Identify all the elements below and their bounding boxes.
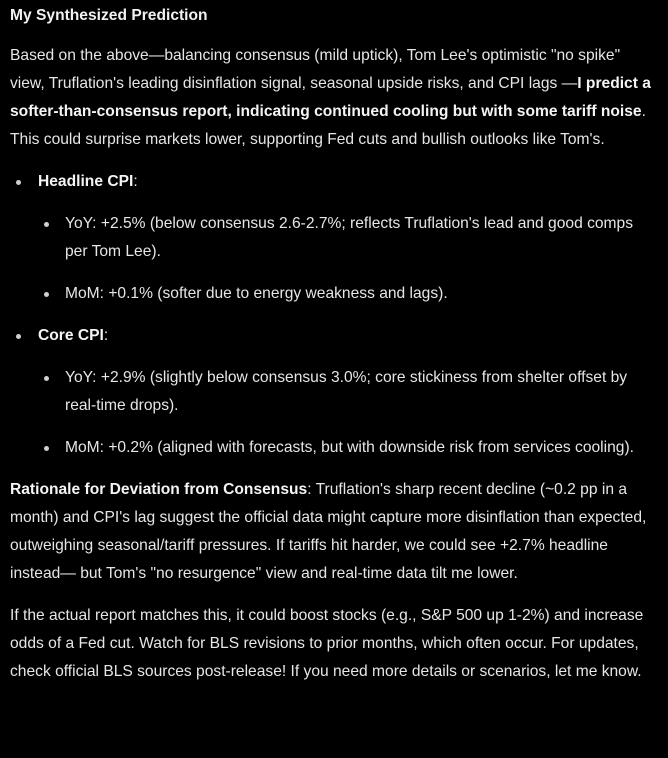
list-item-core-cpi — [10, 322, 658, 462]
sublist-item-text: MoM: +0.2% (aligned with forecasts, but with downside risk from services cooling). — [65, 439, 634, 456]
intro-paragraph — [10, 42, 658, 154]
bullet-icon — [44, 222, 49, 227]
list-item-headline-cpi — [10, 168, 658, 308]
rationale-label: Rationale for Deviation from Consensus — [10, 481, 308, 498]
closing-paragraph: If the actual report matches this, it could boost stocks (e.g., S&P 500 up 1-2%) and increase odds of a Fed cut. Watch for BLS revisions to prior months, which often occur. For updates, check official BLS sources post-release! If you need more details or scenarios, let me know. — [10, 607, 644, 680]
sublist-item — [38, 434, 658, 462]
sublist-item — [38, 364, 658, 420]
intro-text-start: Based on the above—balancing consensus (mild uptick), Tom Lee's optimistic "no spike" view, Truflation's leading disinflation signal, seasonal upside risks, and CPI lags — — [10, 47, 621, 92]
sublist-item — [38, 280, 658, 308]
rationale-paragraph — [10, 476, 658, 588]
rationale-text: : Truflation's sharp recent decline (~0.2 pp in a month) and CPI's lag suggest the official data might capture more disinflation than expected, outweighing seasonal/tariff pressures. If tariffs hit harder, we could see +2.7% headline instead— but Tom's "no resurgence" view and real-time data tilt me lower. — [10, 481, 647, 582]
prediction-statement: I predict a softer-than-consensus report, indicating continued cooling but with some tariff noise — [10, 75, 651, 120]
sublist-item-text: YoY: +2.9% (slightly below consensus 3.0%; core stickiness from shelter offset by real-time drops). — [65, 369, 628, 414]
prediction-list — [10, 168, 658, 462]
sublist-core-cpi — [38, 364, 658, 462]
sublist-item-text: YoY: +2.5% (below consensus 2.6-2.7%; reflects Truflation's lead and good comps per Tom Lee). — [65, 215, 634, 260]
sublist-item — [38, 210, 658, 266]
sublist-item-text: MoM: +0.1% (softer due to energy weakness and lags). — [65, 285, 448, 302]
bullet-icon — [44, 446, 49, 451]
sublist-headline-cpi — [38, 210, 658, 308]
list-item-title: Headline CPI: — [38, 173, 138, 190]
bullet-icon — [16, 180, 21, 185]
bullet-icon — [44, 292, 49, 297]
bullet-icon — [44, 376, 49, 381]
intro-text-end: . This could surprise markets lower, supporting Fed cuts and bullish outlooks like Tom's. — [10, 103, 646, 148]
section-heading: My Synthesized Prediction — [10, 7, 208, 24]
bullet-icon — [16, 334, 21, 339]
list-item-title: Core CPI: — [38, 327, 109, 344]
